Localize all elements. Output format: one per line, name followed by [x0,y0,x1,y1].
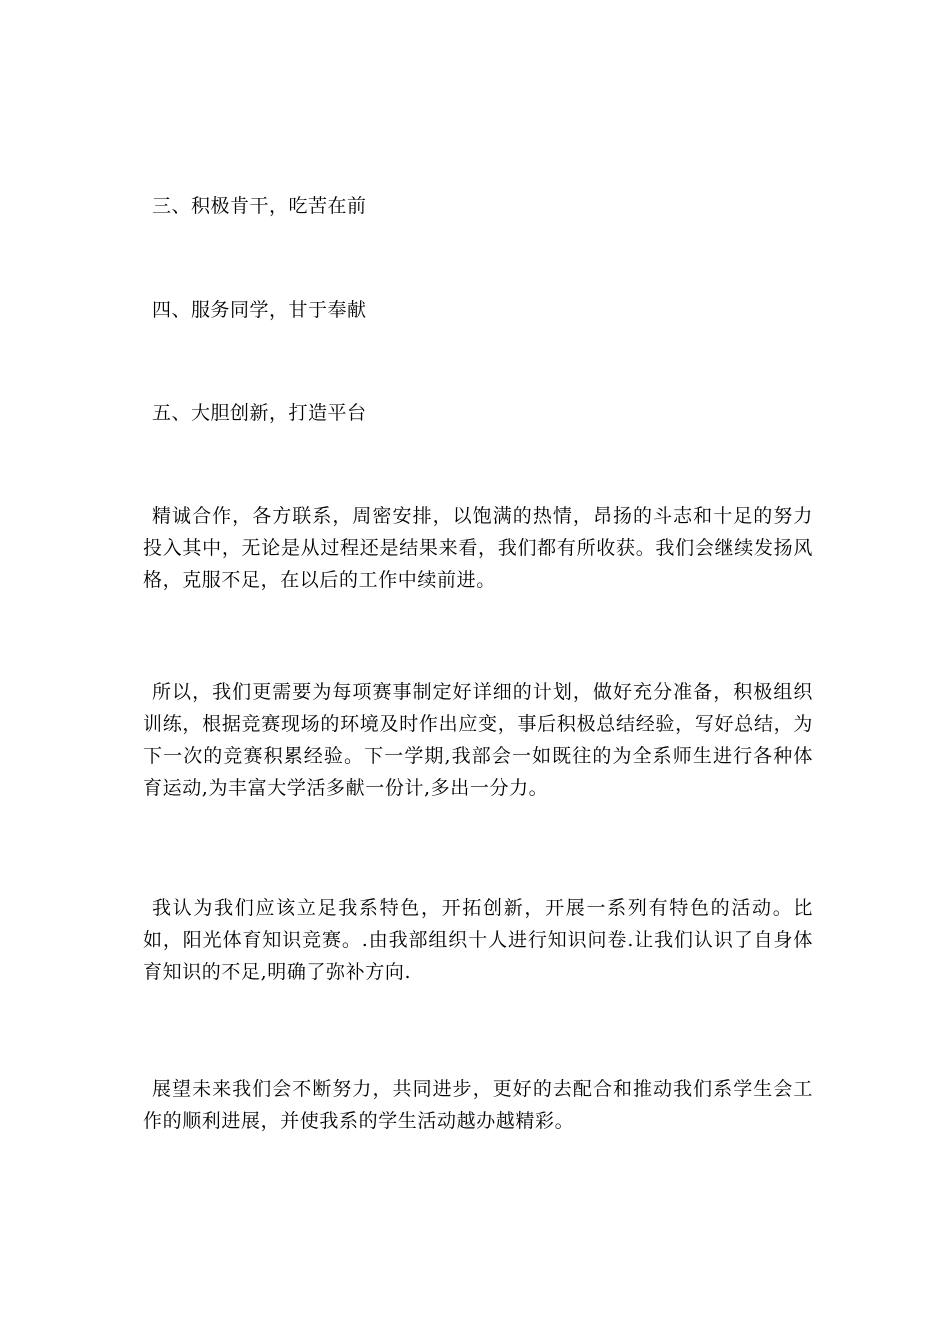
paragraph-innovation: 我认为我们应该立足我系特色，开拓创新，开展一系列有特色的活动。比如，阳光体育知识竞赛。.由我部组织十人进行知识问卷.让我们认识了自身体育知识的不足,明确了弥补方向. [143,897,813,983]
paragraph-cooperation: 精诚合作，各方联系，周密安排，以饱满的热情，昂扬的斗志和十足的努力投入其中，无论是从过程还是结果来看，我们都有所收获。我们会继续发扬风格，克服不足，在以后的工作中续前进。 [143,505,813,591]
paragraph-planning: 所以，我们更需要为每项赛事制定好详细的计划，做好充分准备，积极组织训练，根据竞赛现场的环境及时作出应变，事后积极总结经验，写好总结，为下一次的竞赛积累经验。下一学期,我部会一如既往的为全系师生进行各种体育运动,为丰富大学活多献一份计,多出一分力。 [143,681,813,799]
paragraph-outlook: 展望未来我们会不断努力，共同进步，更好的去配合和推动我们系学生会工作的顺利进展，并使我系的学生活动越办越精彩。 [143,1078,813,1132]
section-heading-4: 四、服务同学，甘于奉献 [152,299,367,321]
section-heading-3: 三、积极肯干，吃苦在前 [152,195,367,217]
section-heading-5: 五、大胆创新，打造平台 [152,402,367,424]
